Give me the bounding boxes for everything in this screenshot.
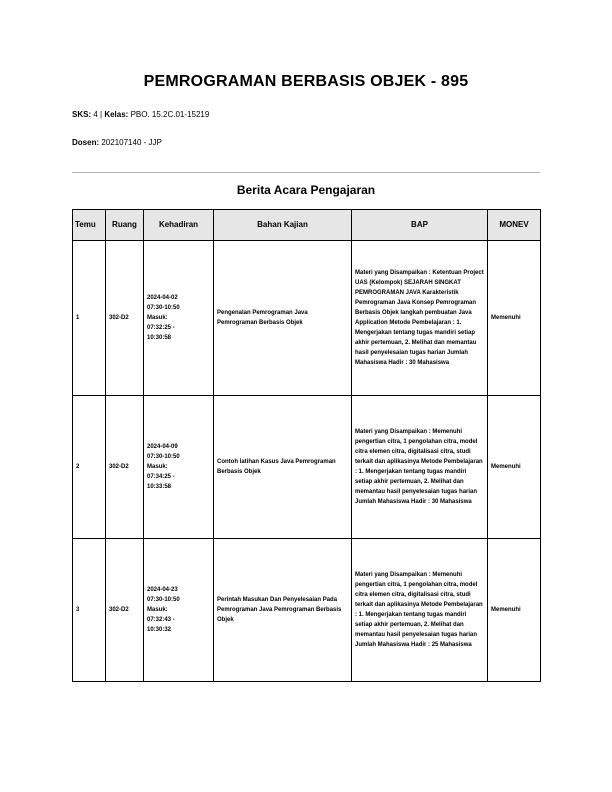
kehadiran-schedule: 07:30-10:50	[147, 454, 180, 460]
monev-cell: Memenuhi	[488, 396, 541, 539]
kehadiran-date: 2024-04-23	[147, 587, 178, 593]
ruang-cell: 302-D2	[106, 241, 144, 396]
header-bap: BAP	[352, 210, 488, 241]
kehadiran-check-in: 07:34:25 -	[147, 474, 175, 480]
temu-cell: 3	[73, 539, 106, 682]
bahan-kajian-cell: Contoh latihan Kasus Java Pemrograman Berbasis Objek	[214, 396, 352, 539]
bap-cell: Materi yang Disampaikan : Memenuhi pengertian citra, 1 pengolahan citra, model citra elemen citra, digitalisasi citra, studi terkait dan aplikasinya Metode Pembelajaran : 1. Mengerjakan tentang tugas mandiri setiap akhir pertemuan, 2. Melihat dan memantau hasil penyelesaian tugas harian Jumlah Mahasiswa Hadir : 30 Mahasiswa	[352, 396, 488, 539]
kehadiran-cell	[144, 539, 214, 682]
kehadiran-cell	[144, 396, 214, 539]
header-bahan-kajian: Bahan Kajian	[214, 210, 352, 241]
kehadiran-check-out: 10:33:58	[147, 484, 172, 490]
divider	[72, 172, 540, 173]
lecturer-meta	[72, 138, 162, 147]
kehadiran-check-out: 10:30:58	[147, 335, 172, 341]
temu-cell: 2	[73, 396, 106, 539]
kehadiran-cell	[144, 241, 214, 396]
sks-value: 4 |	[91, 110, 105, 119]
page-title: PEMROGRAMAN BERBASIS OBJEK - 895	[143, 73, 469, 90]
kelas-value: PBO. 15.2C.01-15219	[128, 110, 210, 119]
kehadiran-masuk-label: Masuk:	[147, 464, 168, 470]
kehadiran-date: 2024-04-02	[147, 295, 178, 301]
sks-label: SKS:	[72, 110, 92, 119]
section-title: Berita Acara Pengajaran	[236, 183, 376, 197]
header-monev: MONEV	[488, 210, 541, 241]
kehadiran-masuk-label: Masuk:	[147, 315, 168, 321]
kehadiran-check-in: 07:32:25 -	[147, 325, 175, 331]
header-kehadiran: Kehadiran	[144, 210, 214, 241]
temu-cell: 1	[73, 241, 106, 396]
dosen-label: Dosen:	[72, 138, 100, 147]
teaching-report-table	[72, 209, 541, 682]
kehadiran-schedule: 07:30-10:50	[147, 597, 180, 603]
table-row	[73, 539, 541, 682]
kehadiran-date: 2024-04-09	[147, 444, 178, 450]
kehadiran-schedule: 07:30-10:50	[147, 305, 180, 311]
kehadiran-masuk-label: Masuk:	[147, 607, 168, 613]
kelas-label: Kelas:	[104, 110, 129, 119]
ruang-cell: 302-D2	[106, 396, 144, 539]
kehadiran-check-out: 10:30:32	[147, 627, 172, 633]
header-temu: Temu	[73, 210, 106, 241]
bahan-kajian-cell: Pengenalan Pemrograman Java Pemrograman Berbasis Objek	[214, 241, 352, 396]
bap-cell: Materi yang Disampaikan : Ketentuan Project UAS (Kelompok) SEJARAH SINGKAT PEMROGRAMAN JAVA Karakteristik Pemrograman Java Konsep Pemrograman Berbasis Objek langkah pembuatan Java Application Metode Pembelajaran : 1. Mengerjakan tentang tugas mandiri setiap akhir pertemuan, 2. Melihat dan memantau hasil penyelesaian tugas harian Jumlah Mahasiswa Hadir : 30 Mahasiswa	[352, 241, 488, 396]
dosen-value: 202107140 - JJP	[99, 138, 162, 147]
ruang-cell: 302-D2	[106, 539, 144, 682]
bahan-kajian-cell: Perintah Masukan Dan Penyelesaian Pada Pemrograman Java Pemrograman Berbasis Objek	[214, 539, 352, 682]
bap-cell: Materi yang Disampaikan : Memenuhi pengertian citra, 1 pengolahan citra, model citra elemen citra, digitalisasi citra, studi terkait dan aplikasinya Metode Pembelajaran : 1. Mengerjakan tentang tugas mandiri setiap akhir pertemuan, 2. Melihat dan memantau hasil penyelesaian tugas harian Jumlah Mahasiswa Hadir : 25 Mahasiswa	[352, 539, 488, 682]
table-header-row	[73, 210, 541, 241]
course-meta	[72, 110, 209, 119]
table-row	[73, 241, 541, 396]
monev-cell: Memenuhi	[488, 539, 541, 682]
header-ruang: Ruang	[106, 210, 144, 241]
table-row	[73, 396, 541, 539]
kehadiran-check-in: 07:32:43 -	[147, 617, 175, 623]
monev-cell: Memenuhi	[488, 241, 541, 396]
